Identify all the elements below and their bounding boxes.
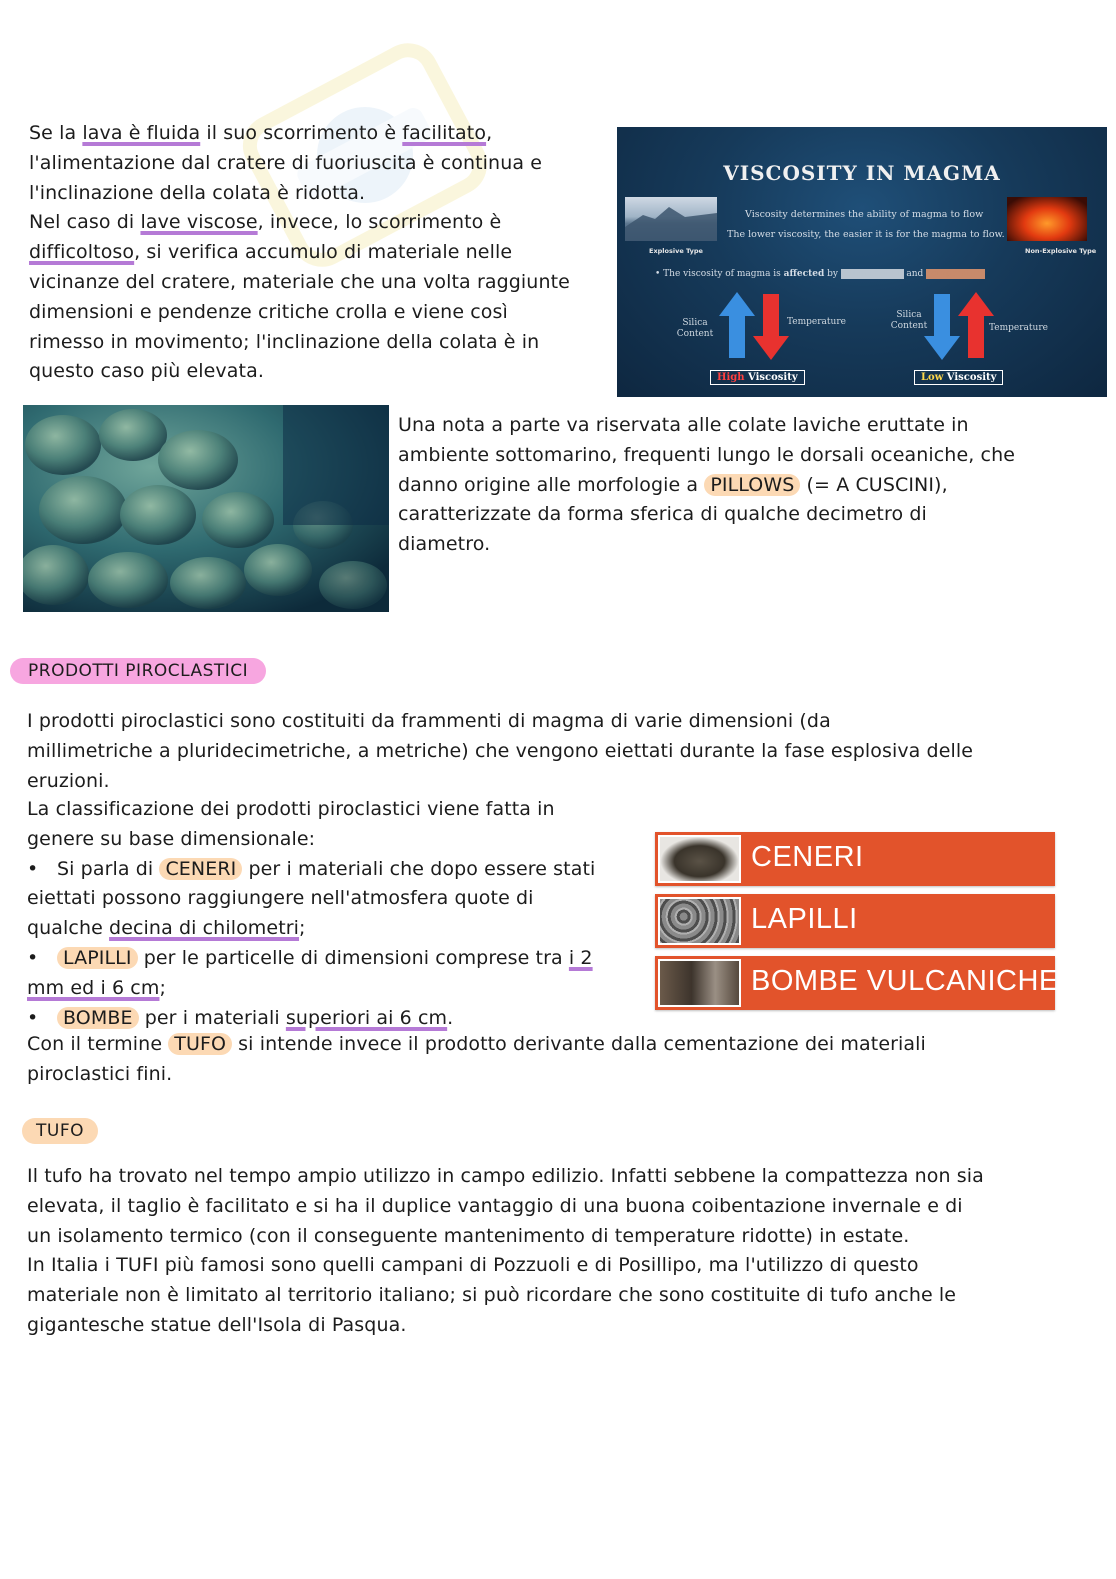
highlight-facilitato: facilitato (402, 122, 487, 144)
viscosity-desc-1: Viscosity determines the ability of magma to flow (745, 209, 984, 220)
highlight-bombe: BOMBE (57, 1007, 139, 1029)
highlight-tufo: TUFO (168, 1033, 232, 1055)
non-explosive-type-label: Non-Explosive Type (1025, 247, 1097, 255)
highlight-superiori-6cm: superiori ai 6 cm (285, 1006, 448, 1029)
high-viscosity-arrows-icon (717, 292, 793, 360)
viscosity-desc-2: The lower viscosity, the easier it is for the magma to flow. (727, 229, 1005, 240)
section-title-tufo: TUFO (22, 1118, 98, 1144)
lapilli-thumbnail (658, 897, 741, 945)
classification-bar-ceneri: CENERI (655, 832, 1055, 886)
highlight-pillows: PILLOWS (704, 474, 800, 496)
piroclastic-classification-image (655, 832, 1059, 1010)
bullet-ceneri: • Si parla di CENERI per i materiali che dopo essere stati (27, 857, 596, 880)
bullet-lapilli: • LAPILLI per le particelle di dimensioni comprese tra i 2 (27, 946, 593, 969)
highlight-difficoltoso: difficoltoso (29, 241, 135, 264)
bullet-bombe: • BOMBE per i materiali superiori ai 6 cm. (27, 1006, 454, 1029)
classification-paragraph: La classificazione dei prodotti piroclastici viene fatta in genere su base dimensionale: • Si parla di CENERI per i materiali che dopo essere stati eiettati possono raggiungere nell'atmosfera quote di qualche decina di chilometri; • LAPILLI per le particelle di dimensioni comprese tra i 2 mm ed i 6 cm; • BOMBE per i materiali superiori ai 6 cm. (27, 795, 667, 1033)
viscosity-title: VISCOSITY IN MAGMA (723, 161, 1001, 185)
intro-paragraph: Se la lava è fluida il suo scorrimento è facilitato, l'alimentazione dal cratere di fuoriuscita è continua e l'inclinazione della colata è ridotta. Nel caso di lave viscose, invece, lo scorrimento è difficoltoso, si verifica accumulo di materiale nelle vicinanze del cratere, materiale che una volta raggiunte dimensioni e pendenze critiche crolla e viene così rimesso in movimento; l'inclinazione della colata è in questo caso più elevata. (29, 122, 570, 383)
viscosity-magma-image (617, 127, 1107, 397)
lava-flow-thumbnail (1007, 197, 1087, 241)
temperature-right-label: Temperature (989, 323, 1048, 333)
piroclastici-intro-paragraph: I prodotti piroclastici sono costituiti da frammenti di magma di varie dimensioni (da millimetriche a pluridecimetriche, a metriche) che vengono eiettati durante la fase esplosiva delle eruzioni. (27, 710, 974, 792)
pillows-paragraph: Una nota a parte va riservata alle colate laviche eruttate in ambiente sottomarino, frequenti lungo le dorsali oceaniche, che danno origine alle morfologie a PILLOWS (= A CUSCINI), caratterizzate da forma sferica di qualche decimetro di diametro. (398, 414, 1015, 556)
tufo-definition-paragraph: Con il termine TUFO si intende invece il prodotto derivante dalla cementazione dei materiali piroclastici fini. (27, 1033, 926, 1085)
pillow-lava-photo (23, 405, 389, 612)
explosive-volcano-thumbnail (625, 197, 717, 241)
explosive-type-label: Explosive Type (649, 247, 703, 255)
highlight-ceneri: CENERI (159, 858, 242, 880)
classification-bar-bombe: BOMBE VULCANICHE (655, 956, 1055, 1010)
highlight-lapilli: LAPILLI (57, 947, 138, 969)
low-viscosity-box: Low Viscosity (914, 370, 1003, 385)
low-viscosity-arrows-icon (922, 292, 998, 360)
highlight-mm-6cm: mm ed i 6 cm (27, 976, 160, 999)
highlight-lave-viscose: lave viscose (140, 211, 258, 234)
ceneri-thumbnail (658, 835, 741, 883)
highlight-lava-fluida: lava è fluida (82, 122, 201, 144)
high-viscosity-box: High Viscosity (710, 370, 805, 385)
silica-content-left-label: Silica Content (676, 318, 714, 339)
bombe-thumbnail (658, 959, 741, 1007)
classification-bar-lapilli: LAPILLI (655, 894, 1055, 948)
highlight-decina-chilometri: decina di chilometri (109, 917, 300, 940)
temperature-left-label: Temperature (787, 317, 846, 327)
silica-content-right-label: Silica Content (890, 310, 928, 331)
highlight-i-2: i 2 (568, 946, 593, 969)
section-title-prodotti-piroclastici: PRODOTTI PIROCLASTICI (10, 658, 266, 684)
tufo-paragraph: Il tufo ha trovato nel tempo ampio utilizzo in campo edilizio. Infatti sebbene la compattezza non sia elevata, il taglio è facilitato e si ha il duplice vantaggio di una buona coibentazione invernale e di un isolamento termico (con il conseguente mantenimento di temperature ridotte) in estate. In Italia i TUFI più famosi sono quelli campani di Pozzuoli e di Posillipo, ma l'utilizzo di questo materiale non è limitato al territorio italiano; si può ricordare che sono costituite di tufo anche le gigantesche statue dell'Isola di Pasqua. (27, 1165, 984, 1336)
viscosity-affected-line: • The viscosity of magma is affected by Silica content and Temperature (655, 269, 986, 279)
